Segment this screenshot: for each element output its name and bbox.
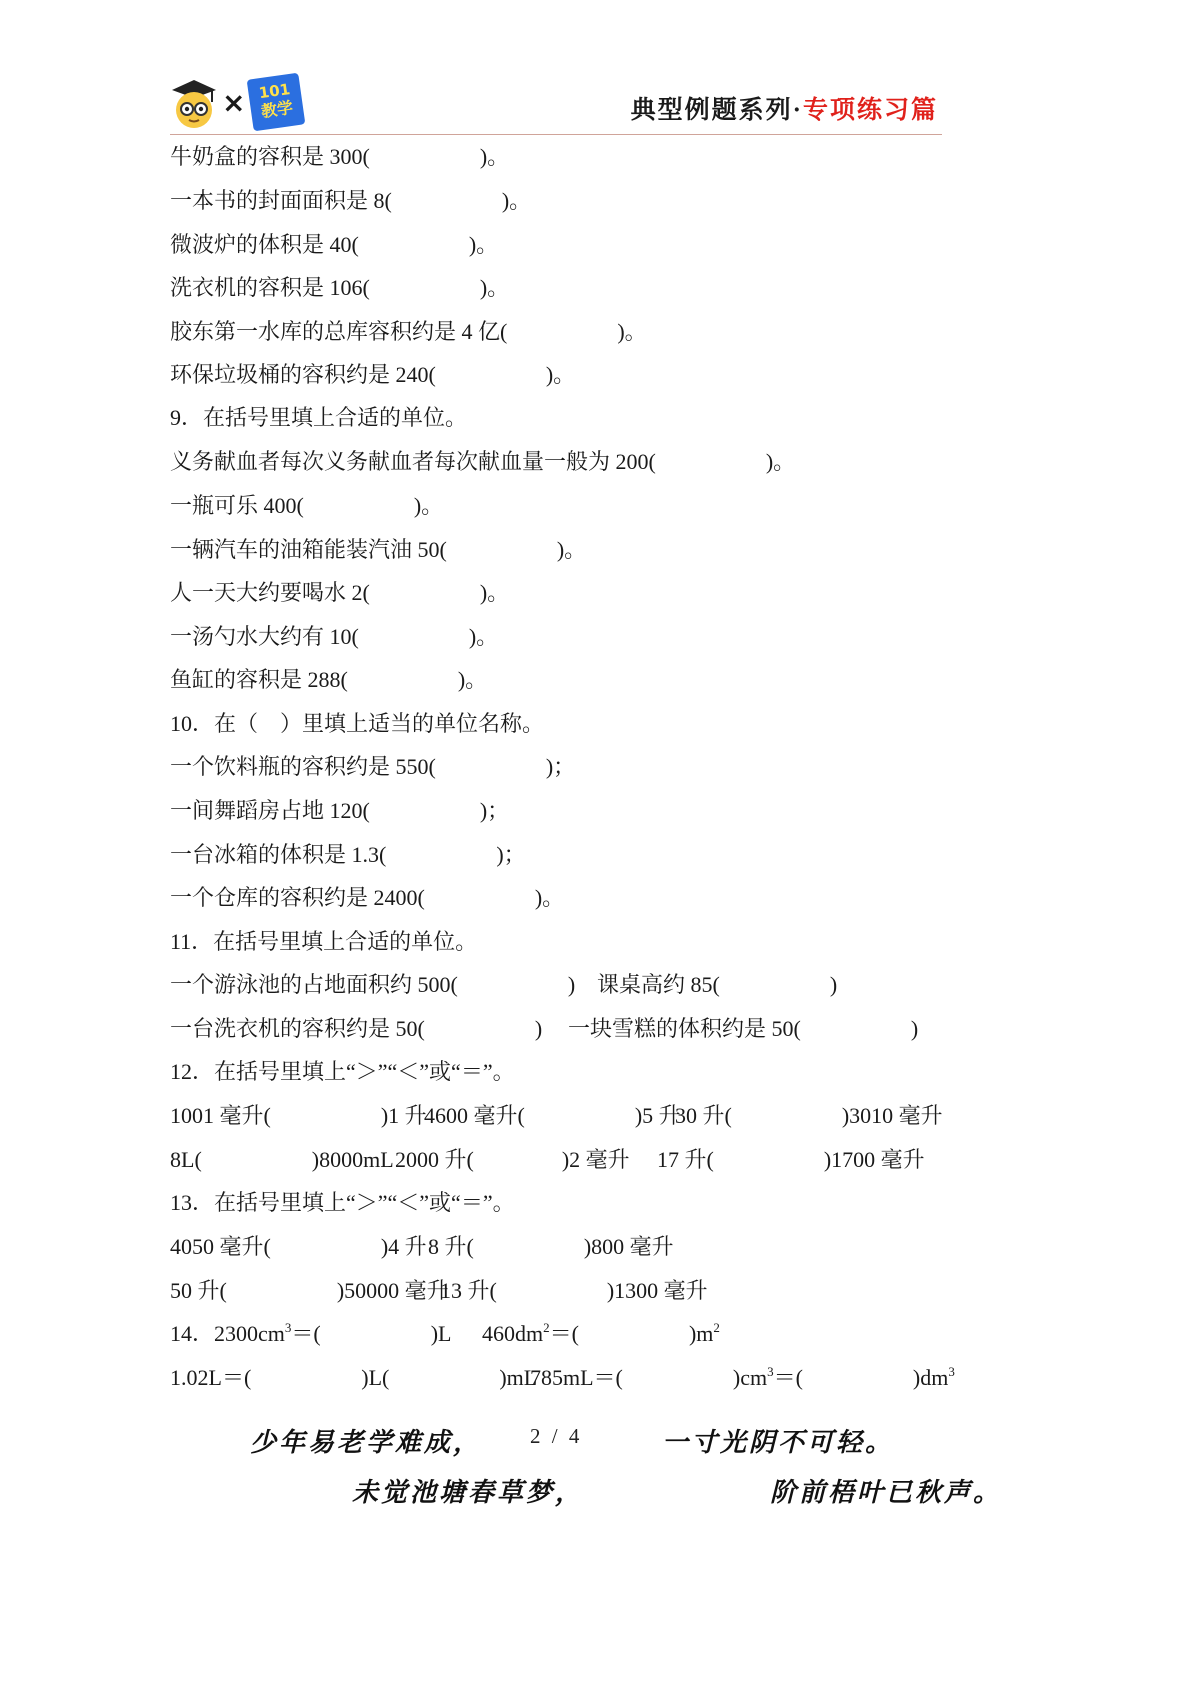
fill-item: 一个游泳池的占地面积约 500( ) [170,972,576,997]
poem-line-1-right: 一寸光阴不可轻。 [662,1428,895,1458]
exercise-line: 洗衣机的容积是 106( )。 [170,275,510,300]
exercise-line: 人一天大约要喝水 2( )。 [170,580,510,605]
exercise-line: 胶东第一水库的总库容积约是 4 亿( )。 [170,319,647,344]
question-title: 12．在括号里填上“＞”“＜”或“＝”。 [170,1059,515,1084]
exercise-line: 一瓶可乐 400( )。 [170,493,444,518]
poem-line-1-left: 少年易老学难成， [250,1428,483,1458]
exercise-line: 鱼缸的容积是 288( )。 [170,667,488,692]
series-title [631,90,938,126]
exercise-line: 微波炉的体积是 40( )。 [170,232,499,257]
series-title-black: 典型例题系列· [630,97,803,124]
fill-item: 50 升( )50000 毫升 [170,1278,449,1303]
superscript: 3 [284,1320,292,1335]
exercise-line: 牛奶盒的容积是 300( )。 [170,144,510,169]
exercise-line: 义务献血者每次义务献血者每次献血量一般为 200( )。 [170,449,796,474]
exercise-line [170,1101,943,1131]
exercise-line: 一个仓库的容积约是 2400( )。 [170,885,565,910]
exercise-line [170,1363,955,1393]
q14-d-prefix: 785mL＝( )cm [530,1365,768,1390]
logo-101-icon [247,73,306,132]
q14-a-suffix: ＝( )L [291,1321,452,1346]
fill-item: 课桌高约 85( ) [597,972,838,997]
superscript: 3 [948,1364,955,1379]
fill-item: 13 升( )1300 毫升 [440,1278,708,1303]
exercise-line [170,1014,919,1044]
logo-101-subtext: 教学 [259,97,295,122]
q14-d-middle: ＝( )dm [773,1365,949,1390]
exercise-line: 一本书的封面面积是 8( )。 [170,188,532,213]
page-number: 2 / 4 [530,1424,583,1448]
question-title: 13．在括号里填上“＞”“＜”或“＝”。 [170,1190,515,1215]
q14-a-prefix: 14．2300cm [170,1321,285,1346]
question-title: 9．在括号里填上合适的单位。 [170,405,468,430]
exercise-line [170,1319,720,1349]
q14-b-prefix: 460dm [482,1321,544,1346]
series-title-red: 专项练习篇 [802,97,938,124]
fill-item: 8L( )8000mL [170,1147,394,1172]
superscript: 2 [713,1320,720,1335]
exercise-line: 一辆汽车的油箱能装汽油 50( )。 [170,537,587,562]
exercise-line [170,1145,925,1175]
exercise-line: 一汤勺水大约有 10( )。 [170,624,499,649]
fill-item: 2000 升( )2 毫升 [395,1147,630,1172]
fill-item [170,1319,451,1349]
fill-item: 一块雪糕的体积约是 50( ) [568,1016,919,1041]
exercise-line: 一间舞蹈房占地 120( )； [170,798,510,823]
poem-line-2-right: 阶前梧叶已秋声。 [770,1478,1003,1508]
exercise-line: 一个饮料瓶的容积约是 550( )； [170,754,576,779]
page-footer [0,1400,1190,1520]
fill-item: 一台洗衣机的容积约是 50( ) [170,1016,543,1041]
exercise-line [170,970,838,1000]
fill-item: 4050 毫升( )4 升 [170,1234,427,1259]
fill-item [482,1319,720,1349]
fill-item: 1.02L＝( )L( )mL [170,1365,538,1390]
fill-item: 17 升( )1700 毫升 [657,1147,925,1172]
header-divider [170,134,942,135]
question-title: 11．在括号里填上合适的单位。 [170,929,478,954]
times-sign: × [222,86,246,119]
exercise-line: 一台冰箱的体积是 1.3( )； [170,842,526,867]
q14-b-suffix: ＝( )m [549,1321,714,1346]
superscript: 3 [767,1364,774,1379]
page-header [170,72,940,136]
exercise-line [170,1232,674,1262]
logo-101-text: 101 [257,80,292,103]
fill-item: 4600 毫升( )5 升 [424,1103,681,1128]
fill-item [530,1363,955,1393]
fill-item: 30 升( )3010 毫升 [675,1103,943,1128]
fill-item: 1001 毫升( )1 升 [170,1103,427,1128]
mascot-logo-icon [170,78,218,130]
fill-item: 8 升( )800 毫升 [428,1234,674,1259]
question-title: 10．在（ ）里填上适当的单位名称。 [170,711,545,736]
exercise-line [170,1276,708,1306]
superscript: 2 [543,1320,550,1335]
exercise-line: 环保垃圾桶的容积约是 240( )。 [170,362,576,387]
poem-line-2-left: 未觉池塘春草梦， [352,1478,585,1508]
